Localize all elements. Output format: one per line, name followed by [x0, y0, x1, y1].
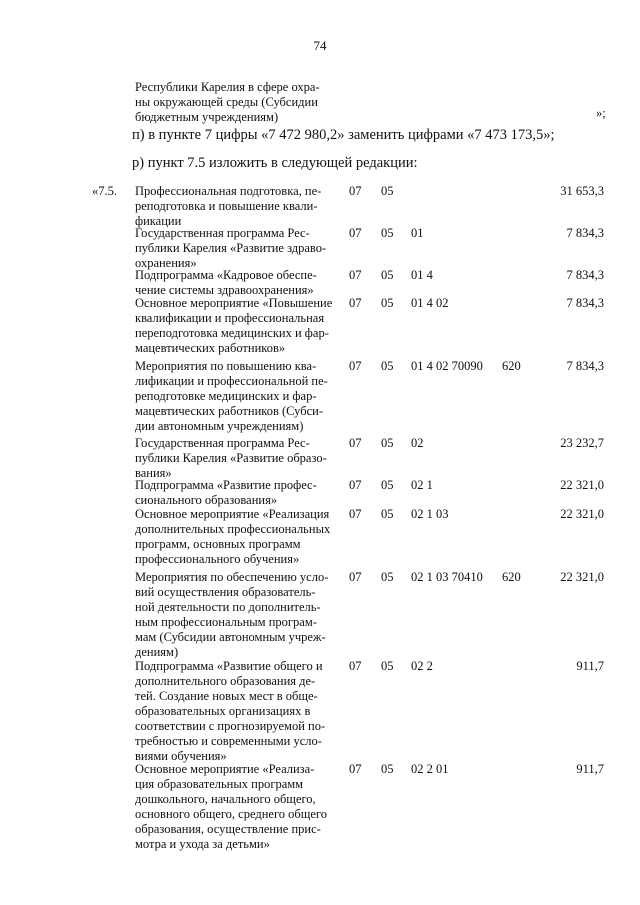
item-name-line: ция образовательных программ [135, 777, 304, 791]
item-name [135, 226, 339, 271]
item-name-line: дошкольного, начального общего, [135, 792, 316, 806]
expense-type-code: 620 [502, 359, 521, 373]
subsection-code: 05 [381, 478, 394, 492]
item-name-line: Профессиональная подготовка, пе- [135, 184, 322, 198]
table-row [0, 478, 640, 508]
subsection-code: 05 [381, 762, 394, 776]
table-row [0, 570, 640, 660]
target-article-code: 01 4 02 70090 [411, 359, 483, 373]
item-name-line: охранения» [135, 256, 197, 270]
section-code: 07 [349, 296, 362, 310]
item-name-line: вания» [135, 466, 172, 480]
item-name-line: Основное мероприятие «Реализация [135, 507, 330, 521]
table-row [0, 296, 640, 356]
item-name-line: квалификации и профессиональная [135, 311, 325, 325]
text-line: ны окружающей среды (Субсидии [135, 95, 318, 109]
item-name-line: программ, основных программ [135, 537, 301, 551]
item-name-line: фикации [135, 214, 182, 228]
table-row [0, 268, 640, 298]
item-name-line: Подпрограмма «Развитие профес- [135, 478, 317, 492]
item-name-line: ным профессиональным програм- [135, 615, 317, 629]
table-row [0, 226, 640, 271]
instruction-r: р) пункт 7.5 изложить в следующей редакции: [132, 155, 418, 171]
target-article-code: 02 [411, 436, 424, 450]
amount: 911,7 [576, 762, 604, 776]
table-row [0, 184, 640, 229]
item-name-line: переподготовка медицинских и фар- [135, 326, 329, 340]
item-name-line: основного общего, среднего общего [135, 807, 327, 821]
item-name-line: чение системы здравоохранения» [135, 283, 314, 297]
item-name-line: виями обучения» [135, 749, 227, 763]
item-name-line: Подпрограмма «Развитие общего и [135, 659, 323, 673]
item-number: «7.5. [92, 184, 117, 198]
item-name-line: образования, осуществление прис- [135, 822, 321, 836]
item-name-line: мотра и ухода за детьми» [135, 837, 270, 851]
section-code: 07 [349, 359, 362, 373]
item-name-line: профессионального обучения» [135, 552, 300, 566]
text-line: бюджетным учреждениям) [135, 110, 279, 124]
item-name [135, 478, 339, 508]
item-name-line: публики Карелия «Развитие здраво- [135, 241, 327, 255]
text-line: Республики Карелия в сфере охра- [135, 80, 320, 94]
item-name-line: дополнительных профессиональных [135, 522, 331, 536]
expense-type-code: 620 [502, 570, 521, 584]
section-code: 07 [349, 226, 362, 240]
subsection-code: 05 [381, 570, 394, 584]
item-name-line: мам (Субсидии автономным учреж- [135, 630, 326, 644]
item-name [135, 659, 339, 764]
table-row [0, 659, 640, 764]
item-name [135, 507, 339, 567]
subsection-code: 05 [381, 296, 394, 310]
instruction-p: п) в пункте 7 цифры «7 472 980,2» заменить цифрами «7 473 173,5»; [132, 127, 555, 143]
amount: 23 232,7 [560, 436, 604, 450]
table-row [0, 436, 640, 481]
target-article-code: 02 1 [411, 478, 433, 492]
item-name-line: лификации и профессиональной пе- [135, 374, 328, 388]
amount: 7 834,3 [566, 268, 604, 282]
item-name-line: Подпрограмма «Кадровое обеспе- [135, 268, 317, 282]
item-name-line: реподготовка и повышение квали- [135, 199, 318, 213]
item-name-line: дии автономным учреждениям) [135, 419, 304, 433]
item-name-line: соответствии с прогнозируемой по- [135, 719, 326, 733]
item-name [135, 570, 339, 660]
section-code: 07 [349, 436, 362, 450]
item-name [135, 762, 339, 852]
amount: 31 653,3 [560, 184, 604, 198]
item-name [135, 268, 339, 298]
item-name-line: Мероприятия по повышению ква- [135, 359, 317, 373]
subsection-code: 05 [381, 507, 394, 521]
item-name-line: вий осуществления образователь- [135, 585, 316, 599]
subsection-code: 05 [381, 359, 394, 373]
section-code: 07 [349, 507, 362, 521]
amount: 7 834,3 [566, 359, 604, 373]
section-code: 07 [349, 184, 362, 198]
item-name-line: Мероприятия по обеспечению усло- [135, 570, 329, 584]
amount: 911,7 [576, 659, 604, 673]
item-name-line: сионального образования» [135, 493, 278, 507]
amount: 22 321,0 [560, 507, 604, 521]
table-row [0, 507, 640, 567]
item-name [135, 184, 339, 229]
section-code: 07 [349, 268, 362, 282]
amount: 7 834,3 [566, 296, 604, 310]
item-name-line: мацевтических работников (Субси- [135, 404, 324, 418]
item-name-line: ной деятельности по дополнитель- [135, 600, 321, 614]
target-article-code: 01 [411, 226, 424, 240]
item-name-line: дениям) [135, 645, 179, 659]
item-name-line: Государственная программа Рес- [135, 226, 310, 240]
target-article-code: 01 4 02 [411, 296, 449, 310]
item-name-line: тей. Создание новых мест в обще- [135, 689, 318, 703]
subsection-code: 05 [381, 659, 394, 673]
continued-text [135, 80, 335, 125]
table-row [0, 359, 640, 434]
target-article-code: 02 2 [411, 659, 433, 673]
table-row [0, 762, 640, 852]
item-name-line: дополнительного образования де- [135, 674, 316, 688]
section-code: 07 [349, 762, 362, 776]
item-name-line: Государственная программа Рес- [135, 436, 310, 450]
amount: 22 321,0 [560, 478, 604, 492]
item-name-line: образовательных организациях в [135, 704, 311, 718]
closing-quote: »; [596, 106, 606, 120]
item-name-line: реподготовке медицинских и фар- [135, 389, 317, 403]
subsection-code: 05 [381, 436, 394, 450]
section-code: 07 [349, 570, 362, 584]
item-name-line: Основное мероприятие «Повышение [135, 296, 333, 310]
item-name-line: публики Карелия «Развитие образо- [135, 451, 327, 465]
target-article-code: 02 1 03 70410 [411, 570, 483, 584]
subsection-code: 05 [381, 226, 394, 240]
item-name-line: мацевтических работников» [135, 341, 286, 355]
subsection-code: 05 [381, 268, 394, 282]
amount: 22 321,0 [560, 570, 604, 584]
page-number: 74 [313, 38, 327, 53]
section-code: 07 [349, 659, 362, 673]
target-article-code: 01 4 [411, 268, 433, 282]
subsection-code: 05 [381, 184, 394, 198]
item-name [135, 296, 339, 356]
section-code: 07 [349, 478, 362, 492]
target-article-code: 02 2 01 [411, 762, 449, 776]
amount: 7 834,3 [566, 226, 604, 240]
item-name-line: требностью и современными усло- [135, 734, 322, 748]
item-name [135, 436, 339, 481]
item-name [135, 359, 339, 434]
item-name-line: Основное мероприятие «Реализа- [135, 762, 315, 776]
target-article-code: 02 1 03 [411, 507, 449, 521]
